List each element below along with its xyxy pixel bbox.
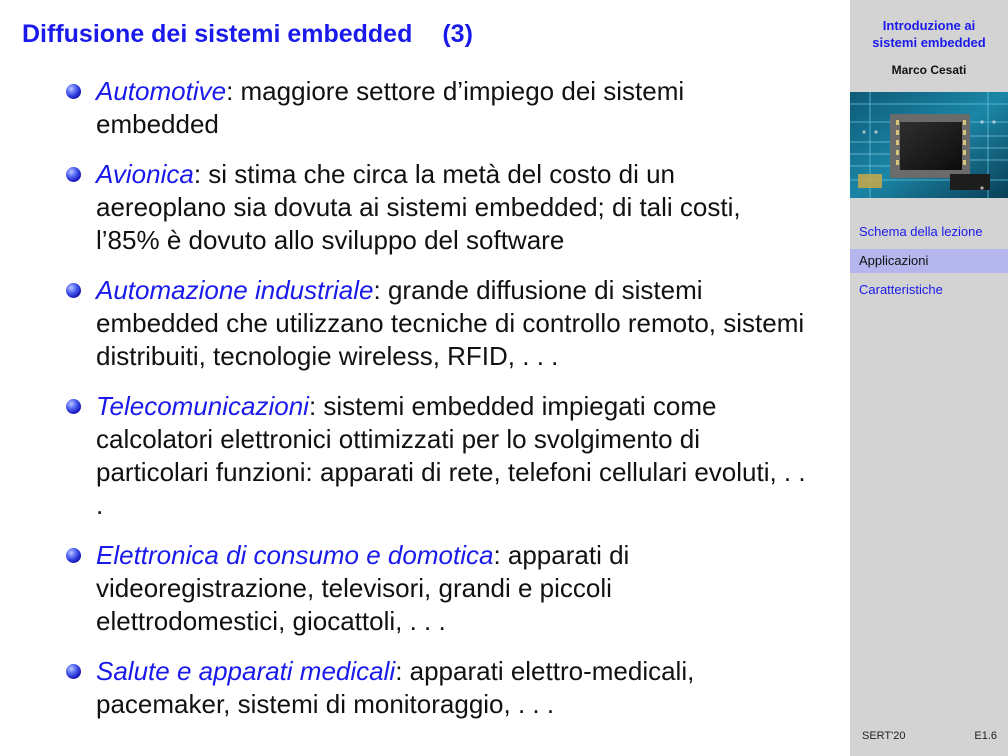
- slide-title-number: (3): [442, 20, 473, 48]
- bullet-term: Automotive: [96, 76, 227, 106]
- bullet-term: Avionica: [96, 159, 194, 189]
- sidebar: [850, 0, 1008, 756]
- footer-slide-number: E1.6: [974, 730, 997, 742]
- circuit-board-icon: [850, 92, 1008, 198]
- slide-title-text: Diffusione dei sistemi embedded: [22, 20, 413, 48]
- bullet-item-automazione: [66, 274, 806, 373]
- bullet-text: : apparati di videoregistrazione, televisori, grandi e piccoli elettrodomestici, giocattoli, . . .: [96, 540, 630, 636]
- sidebar-item-caratteristiche[interactable]: Caratteristiche: [859, 282, 943, 297]
- bullet-list: [66, 75, 806, 738]
- bullet-text: : apparati elettro-medicali, pacemaker, sistemi di monitoraggio, . . .: [96, 656, 695, 719]
- sidebar-title-line1: Introduzione ai: [882, 18, 976, 33]
- bullet-item-elettronica-consumo: [66, 539, 806, 638]
- sidebar-item-schema-della-lezione[interactable]: Schema della lezione: [859, 224, 983, 239]
- bullet-item-avionica: [66, 158, 806, 257]
- footer-course-code: SERT'20: [862, 730, 906, 742]
- slide-title: [22, 20, 473, 49]
- bullet-ball-icon: [66, 664, 81, 679]
- bullet-item-automotive: [66, 75, 806, 141]
- bullet-item-salute: [66, 655, 806, 721]
- bullet-text: : sistemi embedded impiegati come calcolatori elettronici ottimizzati per lo svolgimento di particolari funzioni: apparati di rete, telefoni cellulari evoluti, . . .: [96, 391, 806, 520]
- sidebar-item-applicazioni[interactable]: Applicazioni: [850, 249, 1008, 273]
- bullet-term: Telecomunicazioni: [96, 391, 309, 421]
- bullet-ball-icon: [66, 548, 81, 563]
- bullet-term: Automazione industriale: [96, 275, 374, 305]
- bullet-item-telecomunicazioni: [66, 390, 806, 522]
- sidebar-nav: [850, 220, 1008, 307]
- bullet-ball-icon: [66, 167, 81, 182]
- bullet-ball-icon: [66, 283, 81, 298]
- bullet-ball-icon: [66, 399, 81, 414]
- bullet-term: Elettronica di consumo e domotica: [96, 540, 494, 570]
- bullet-text: : si stima che circa la metà del costo di un aereoplano sia dovuta ai sistemi embedded; di tali costi, l’85% è dovuto allo sviluppo del software: [96, 159, 741, 255]
- bullet-text: : maggiore settore d’impiego dei sistemi embedded: [96, 76, 685, 139]
- sidebar-author: Marco Cesati: [891, 63, 967, 77]
- bullet-text: : grande diffusione di sistemi embedded che utilizzano tecniche di controllo remoto, sistemi distribuiti, tecnologie wireless, RFID, . . .: [96, 275, 805, 371]
- bullet-ball-icon: [66, 84, 81, 99]
- sidebar-presentation-title[interactable]: [850, 17, 1008, 51]
- circuit-board-image: [850, 92, 1008, 198]
- sidebar-title-line2: sistemi embedded: [872, 35, 986, 50]
- bullet-term: Salute e apparati medicali: [96, 656, 396, 686]
